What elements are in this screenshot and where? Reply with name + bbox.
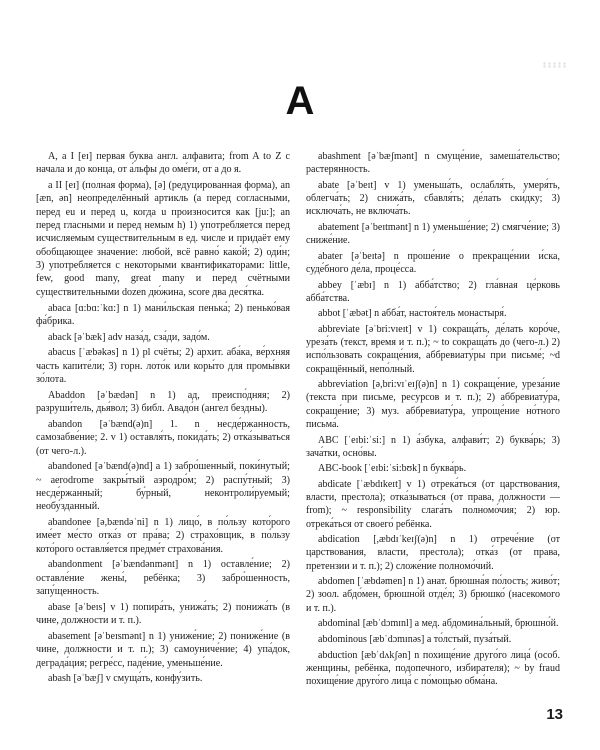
paper-speck: [542, 62, 566, 68]
entry-text: abdominous [æbˈdɔmɪnəs] a то́лстый, пуза́тый.: [318, 633, 512, 645]
dictionary-entry: [36, 516, 290, 556]
dictionary-entry: [36, 389, 290, 416]
entry-text: aback [əˈbæk] adv наза́д, сза́ди, задо́м.: [48, 331, 210, 343]
dictionary-entry: [36, 418, 290, 458]
page-number: 13: [546, 706, 563, 723]
dictionary-entry: [306, 279, 560, 305]
entry-text: abacus [ˈæbəkəs] n 1) pl счёты; 2) архит. аба́ка, ве́рхняя часть капите́ли; 3) горн. лото́к или коры́то для промы́вки зо́лота.: [36, 347, 290, 386]
entry-text: abbreviation [ə,bri:vɪˈeɪʃ(ə)n] n 1) сокраще́ние, уреза́ние (текста при письме, ресурсов и т. п.); 2) аббревиату́ра, сокраще́ние; 3) муз. аббревиату́ра, упроще́ние но́тного письма́.: [306, 379, 560, 430]
entry-text: abasement [əˈbeɪsmənt] n 1) униже́ние; 2) пониже́ние (в чине, должности и т. п.); 3) самоуниче́ние; 4) упа́док, деграда́ция; регре́сс, паде́ние, уменьше́ние.: [36, 630, 290, 669]
dictionary-entry: [306, 478, 560, 531]
dictionary-entry: [36, 150, 290, 177]
entry-text: abdicate [ˈæbdɪkeɪt] v 1) отрека́ться (от царствования, власти, престола); отка́зываться (от права, должности — from); ~ responsibility слага́ть полномо́чия; 2) юр. отрека́ться от своего́ ребёнка.: [306, 478, 560, 530]
dictionary-entry: [306, 434, 560, 460]
dictionary-entry: [36, 346, 290, 386]
entry-text: abdomen [ˈæbdəmen] n 1) анат. брюшна́я по́лость; живо́т; 2) зоол. абдо́мен, брюшно́й отде́л; 3) брюшко́ (насекомого и т. п.).: [306, 576, 560, 614]
dictionary-entry: [36, 558, 290, 598]
entry-text: abash [əˈbæʃ] v смуща́ть, конфу́зить.: [48, 673, 203, 685]
entry-text: abbey [ˈæbɪ] n 1) абба́тство; 2) гла́вная це́рковь абба́тства.: [306, 279, 560, 304]
dictionary-entry: [306, 150, 560, 176]
dictionary-entry: [36, 460, 290, 513]
dictionary-entry: [306, 617, 560, 630]
entry-text: abdominal [æbˈdɔmɪnl] a мед. абдомина́льный, брюшно́й.: [318, 618, 559, 630]
dictionary-entry: [306, 575, 560, 615]
entry-text: ABC [ˈeɪbi:ˈsi:] n 1) а́збука, алфави́т; 2) буква́рь; 3) зача́тки, осно́вы.: [306, 434, 560, 459]
dictionary-entry: [306, 250, 560, 276]
entry-text: abater [əˈbeɪtə] n проше́ние о прекраще́нии и́ска, суде́бного де́ла, проце́сса.: [306, 250, 560, 275]
entry-text: abase [əˈbeɪs] v 1) попира́ть, унижа́ть; 2) понижа́ть (в чине, должности и т. п.).: [36, 601, 290, 627]
dictionary-entry: [36, 302, 290, 329]
entry-text: abashment [əˈbæʃmənt] n смуще́ние, замеша́тельство; растерянность.: [306, 151, 560, 176]
dictionary-entry: [36, 630, 290, 670]
dictionary-entry: [306, 462, 560, 475]
left-column: [36, 150, 290, 688]
entry-text: abdication [,æbdɪˈkeɪʃ(ə)n] n 1) отрече́ние (от царствования, власти, престола); отка́з (от права, претензии и т. п.); 2) сложе́ние полномо́чий.: [306, 534, 560, 572]
dictionary-entry: [306, 378, 560, 431]
entry-text: abbreviate [əˈbri:vɪeɪt] v 1) сокраща́ть, де́лать коро́че, уреза́ть (текст, время и т. п.); ~ to сокраща́ть до (чего-л.) 2) испо́льзовать сокраще́ния, аббревиату́ры при письме́; ~d сокращённый, непо́лный.: [306, 323, 560, 375]
dictionary-entry: [306, 533, 560, 573]
entry-text: abaca [ɑ:bɑ:ˈkɑ:] n 1) мани́льская пенька́; 2) пенько́вая фа́брика.: [36, 302, 290, 327]
dictionary-entry: [306, 221, 560, 247]
dictionary-entry: [306, 323, 560, 376]
entry-text: abandonee [ə,bændəˈni] n 1) лицо́, в по́льзу кото́рого име́ет ме́сто отка́з от пра́ва; 2) страхо́вщик, в по́льзу кото́рого оставля́ется предме́т страхова́ния.: [36, 517, 290, 555]
entry-text: ABC-book [ˈeɪbi:ˈsi:bʊk] n буква́рь.: [318, 463, 467, 475]
entry-text: abate [əˈbeɪt] v 1) уменьша́ть, ослабля́ть, умеря́ть, облегча́ть; 2) снижа́ть, сбавля́ть; де́лать ски́дку; 3) исключа́ть, не включа́ть.: [306, 179, 560, 218]
dictionary-entry: [306, 633, 560, 646]
dictionary-entry: [306, 179, 560, 219]
entry-text: Abaddon [əˈbædən] n 1) ад, преиспо́дняя; 2) разруши́тель, дья́вол; 3) библ. Авадо́н (ангел бездны).: [36, 389, 290, 415]
dictionary-entry: [36, 672, 290, 685]
entry-text: A, a I [eɪ] первая буква англ. алфавита; from A to Z с начала и до конца, от а́льфы до оме́ги, от а до я.: [36, 151, 290, 176]
dictionary-entry: [36, 331, 290, 344]
section-letter-heading: A: [285, 79, 315, 123]
entry-text: abandon [əˈbænd(ə)n] 1. n несде́ржанность, самозабве́ние; 2. v 1) оставля́ть, покида́ть; 2) отка́зываться (от чего-л.).: [36, 418, 290, 457]
dictionary-entry: [36, 601, 290, 628]
dictionary-entry: [306, 649, 560, 689]
dictionary-entry: [306, 307, 560, 320]
entry-text: abandoned [əˈbænd(ə)nd] a 1) забро́шенный, поки́нутый; ~ aerodrome закры́тый аэродро́м; 2) распу́тный; 3) несде́ржанный; бу́рный, неконтроли́руемый; необу́зданный.: [36, 461, 290, 513]
entry-text: abatement [əˈbeɪtmənt] n 1) уменьше́ние; 2) смягче́ние; 3) сниже́ние.: [306, 221, 560, 247]
entry-text: a II [eɪ] (полная форма), [ə] (редуцированная форма), an [æn, ən] неопределённый артикль (а перед согласными, перед eu и перед u, когда u произносится как [ju:]; an перед гласными и перед немым h) 1) употребляется перед исчисляемым существительным в ед. числе и придаёт ему обобщающее значение: любой, всё равно́ како́й; 2) оди́н; 3) употребляется с некоторыми квантификаторами: little, few, good many, great many и перед счётными существительными dozen дю́жина, score два деся́тка.: [36, 180, 290, 298]
right-column: [306, 150, 560, 691]
entry-text: abbot [ˈæbət] n абба́т, настоя́тель монастыря́.: [318, 308, 507, 320]
dictionary-entry: [36, 179, 290, 299]
entry-text: abandonment [əˈbændənmənt] n 1) оставле́ние; 2) оставле́ние жены́, ребёнка; 3) забро́шенность, запу́щенность.: [36, 559, 290, 598]
entry-text: abduction [æbˈdʌkʃən] n похище́ние друго́го лица́ (особ. женщины, ребёнка, подопечного, избирателя); ~ by fraud похище́ние друго́го лица́ с по́мощью обма́на.: [306, 649, 560, 687]
